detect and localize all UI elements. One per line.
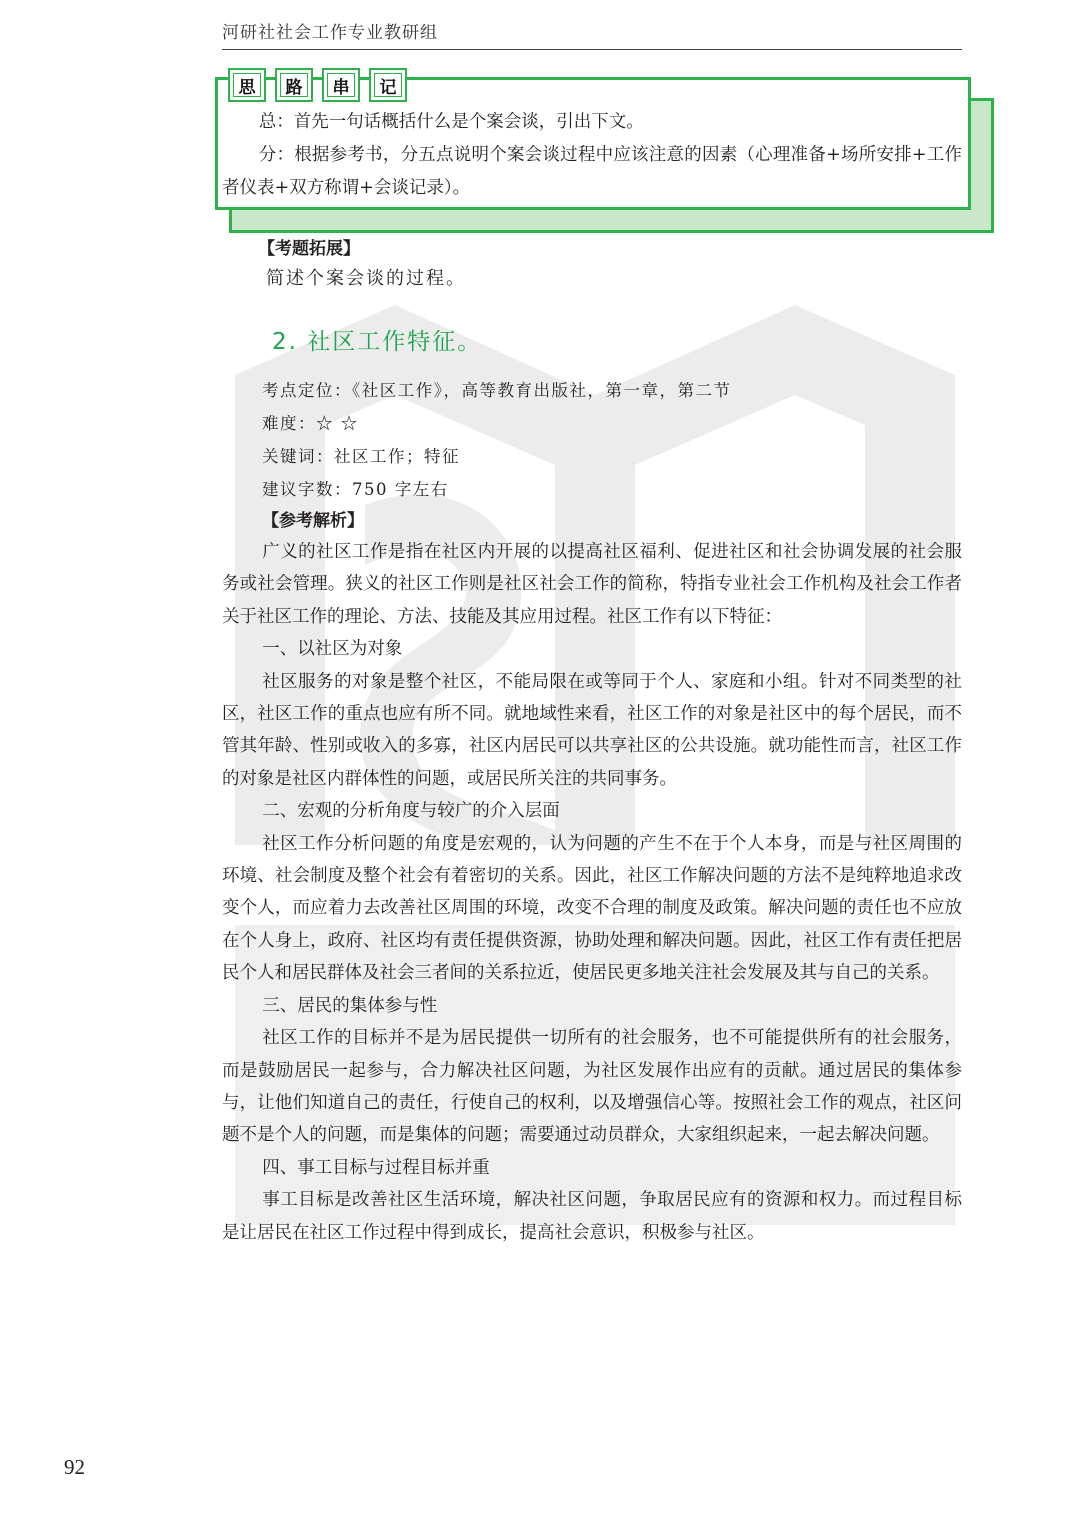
analysis-body bbox=[222, 536, 962, 1249]
tag-3: 串 bbox=[322, 68, 360, 102]
heading-3: 三、居民的集体参与性 bbox=[262, 995, 438, 1016]
paragraph-3: 社区工作的目标并不是为居民提供一切所有的社会服务，也不可能提供所有的社会服务，而是鼓励居民一起参与，合力解决社区问题，为社区发展作出应有的贡献。通过居民的集体参与，让他们知道自己的责任，行使自己的权利，以及增强信心等。按照社会工作的观点，社区问题不是个人的问题，而是集体的问题；需要通过动员群众，大家组织起来，一起去解决问题。 bbox=[222, 1028, 962, 1146]
extension-question: 简述个案会谈的过程。 bbox=[266, 268, 466, 289]
heading-1: 一、以社区为对象 bbox=[262, 639, 403, 660]
analysis-label: 【参考解析】 bbox=[262, 511, 364, 531]
heading-2: 二、宏观的分析角度与较广的介入层面 bbox=[262, 801, 560, 822]
paragraph-2: 社区工作分析问题的角度是宏观的，认为问题的产生不在于个人本身，而是与社区周围的环境、社会制度及整个社会有着密切的关系。因此，社区工作解决问题的方法不是纯粹地追求改变个人，而应着力去改善社区周围的环境，改变不合理的制度及政策。解决问题的责任也不应放在个人身上，政府、社区均有责任提供资源，协助处理和解决问题。因此，社区工作有责任把居民个人和居民群体及社会三者间的关系拉近，使居民更多地关注社会发展及其与自己的关系。 bbox=[222, 833, 962, 984]
idea-box-text bbox=[222, 106, 962, 205]
idea-details: 分：根据参考书，分五点说明个案会谈过程中应该注意的因素（心理准备+场所安排+工作者仪表+双方称谓+会谈记录）。 bbox=[222, 145, 962, 198]
paragraph-4: 事工目标是改善社区生活环境，解决社区问题，争取居民应有的资源和权力。而过程目标是让居民在社区工作过程中得到成长，提高社会意识，积极参与社区。 bbox=[222, 1190, 962, 1243]
page-header: 河研社社会工作专业教研组 bbox=[222, 18, 962, 50]
paragraph-1: 社区服务的对象是整个社区，不能局限在或等同于个人、家庭和小组。针对不同类型的社区，社区工作的重点也应有所不同。就地域性来看，社区工作的对象是社区中的每个居民，而不管其年龄、性别或收入的多寡，社区内居民可以共享社区的公共设施。就功能性而言，社区工作的对象是社区内群体性的问题，或居民所关注的共同事务。 bbox=[222, 671, 962, 789]
section-title: 2. 社区工作特征。 bbox=[272, 329, 483, 355]
tag-1: 思 bbox=[228, 68, 266, 102]
exam-location: 考点定位：《社区工作》，高等教育出版社，第一章，第二节 bbox=[262, 381, 732, 400]
star-icon: ☆ ☆ bbox=[316, 414, 359, 433]
keywords: 关键词：社区工作；特征 bbox=[262, 447, 460, 466]
page-number: 92 bbox=[64, 1455, 85, 1479]
main-content bbox=[222, 236, 962, 1249]
tag-2: 路 bbox=[275, 68, 313, 102]
difficulty bbox=[262, 407, 962, 440]
section-meta bbox=[262, 374, 962, 506]
difficulty-label: 难度： bbox=[262, 414, 316, 433]
tag-4: 记 bbox=[369, 68, 407, 102]
intro-paragraph: 广义的社区工作是指在社区内开展的以提高社区福利、促进社区和社会协调发展的社会服务或社会管理。狭义的社区工作则是社区社会工作的简称，特指专业社会工作机构及社会工作者关于社区工作的理论、方法、技能及其应用过程。社区工作有以下特征： bbox=[222, 542, 962, 627]
idea-box-tags bbox=[228, 68, 407, 102]
heading-4: 四、事工目标与过程目标并重 bbox=[262, 1157, 490, 1178]
extension-label: 【考题拓展】 bbox=[258, 239, 360, 259]
idea-summary: 总：首先一句话概括什么是个案会谈，引出下文。 bbox=[258, 112, 644, 132]
word-count: 建议字数：750 字左右 bbox=[262, 480, 449, 499]
